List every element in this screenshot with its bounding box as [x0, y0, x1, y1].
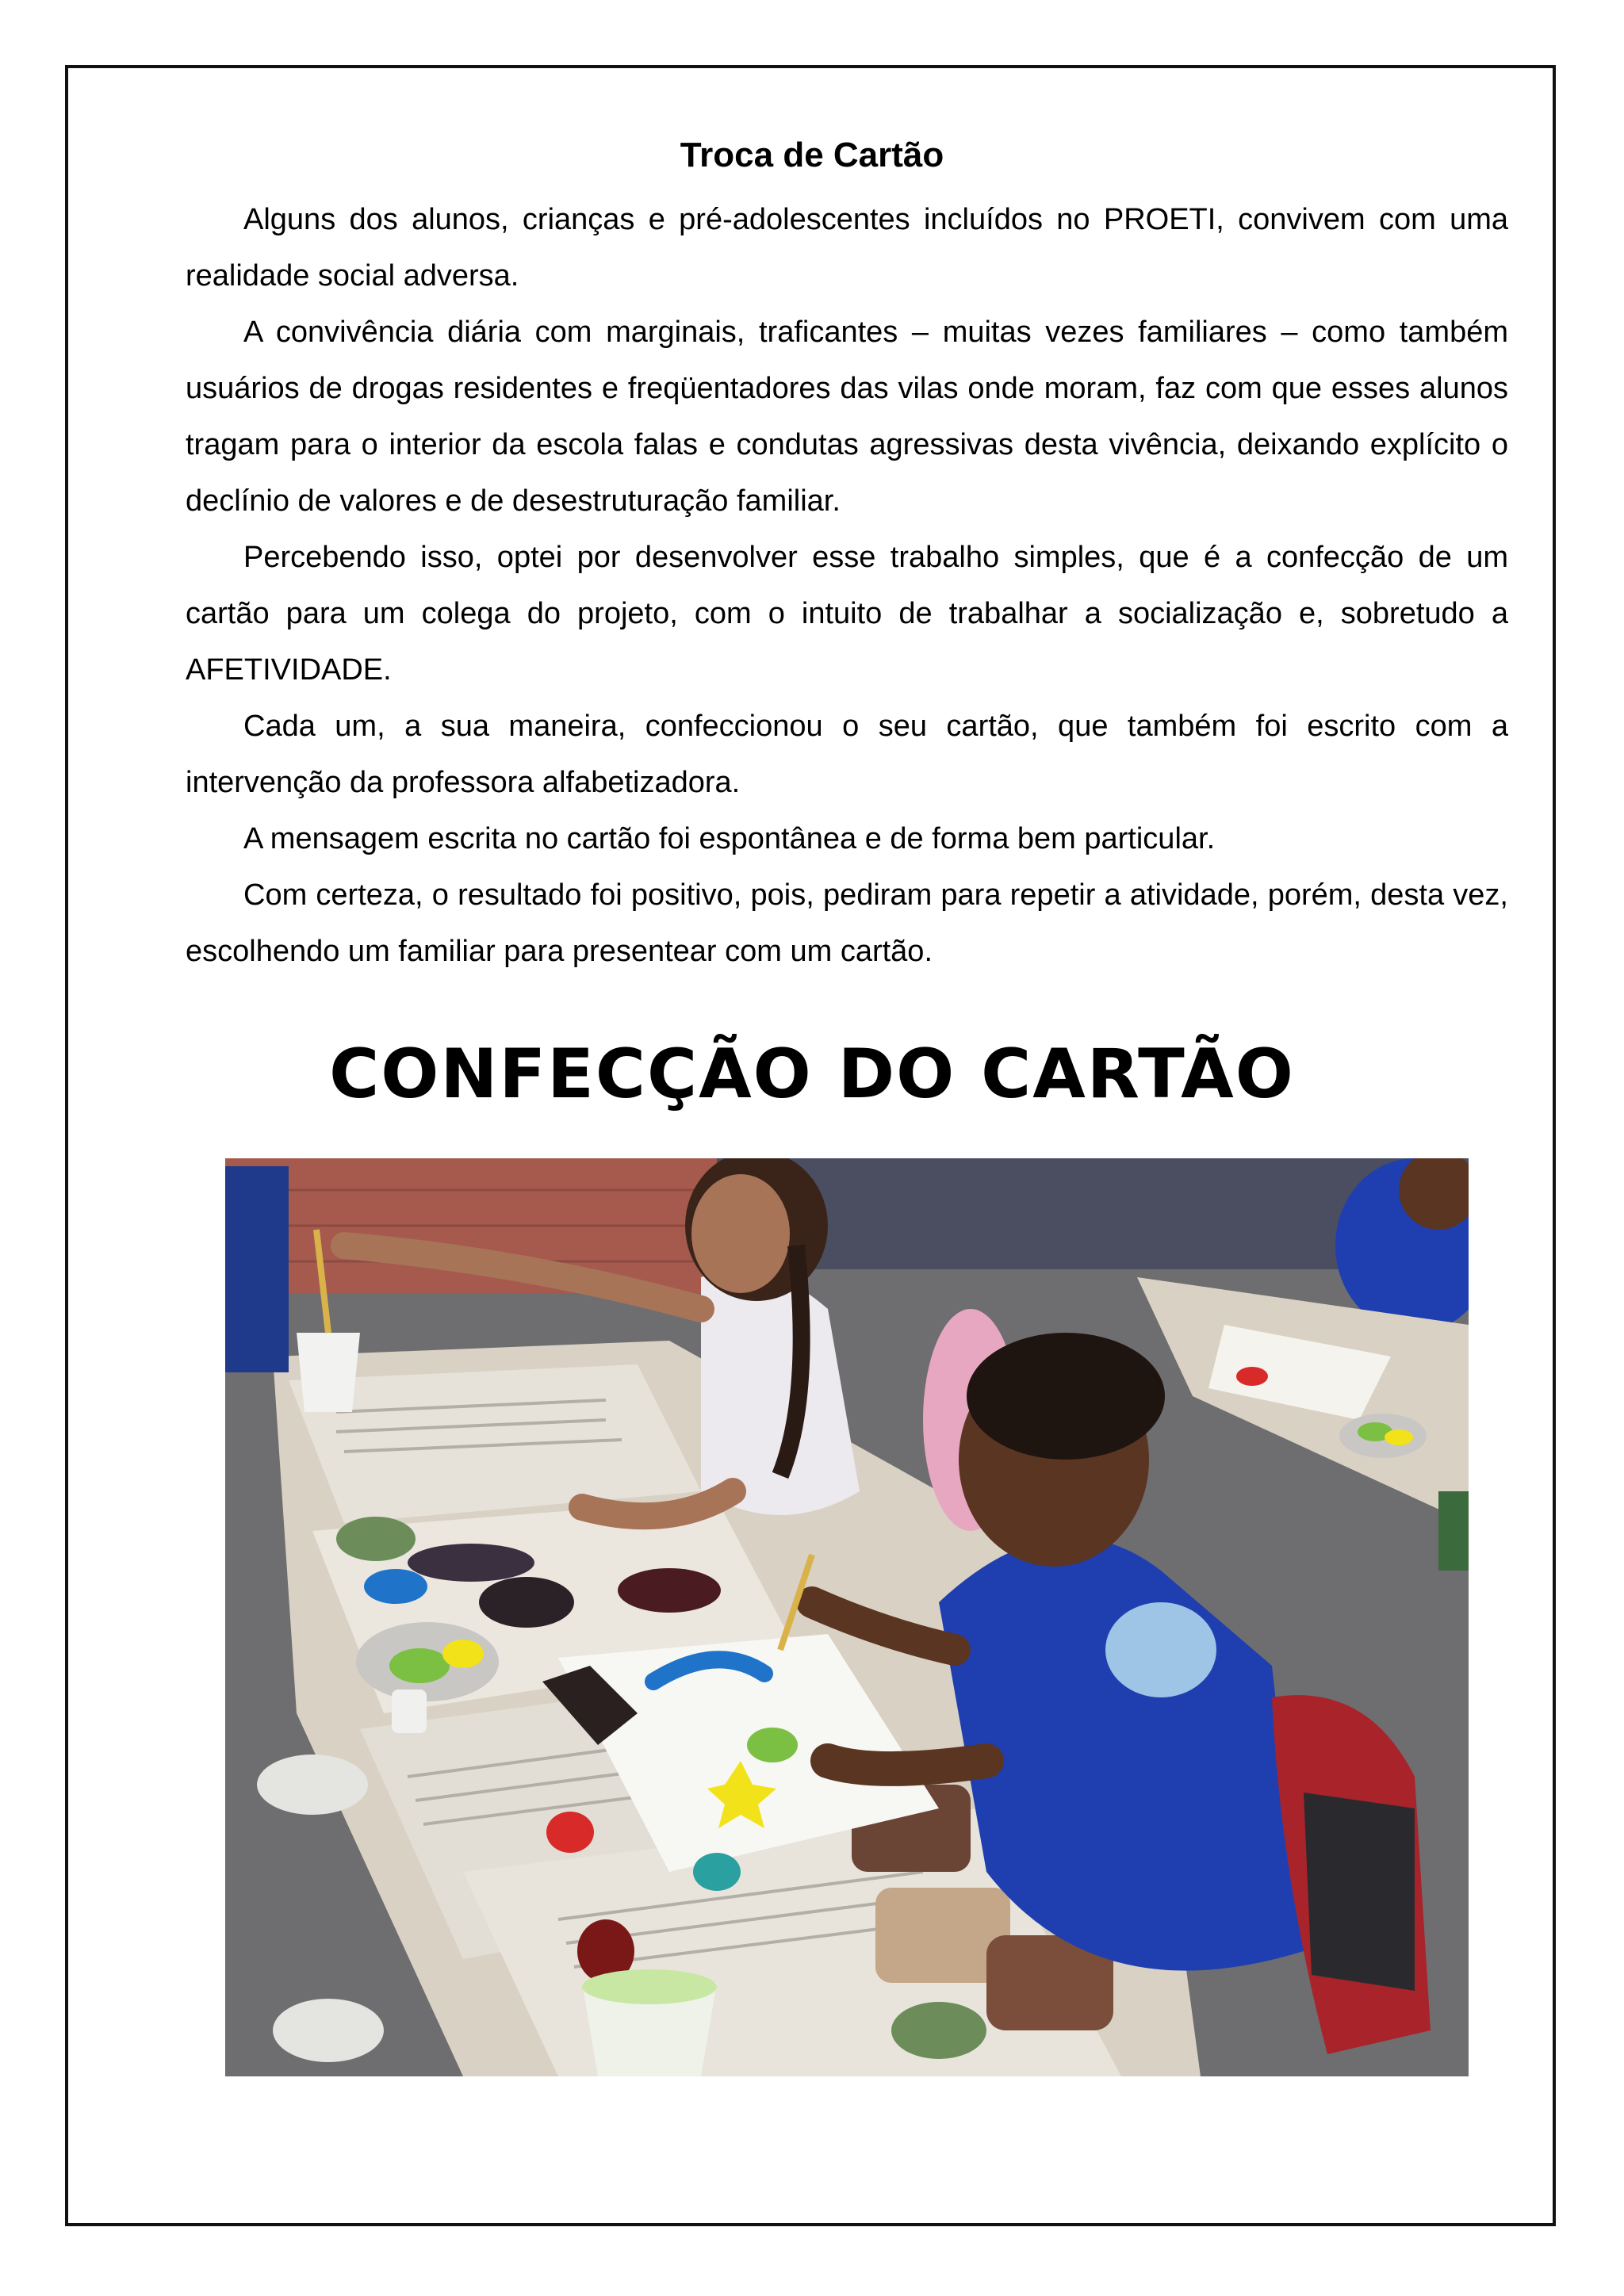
- document-title: Troca de Cartão: [680, 136, 944, 174]
- paint-tube-white: [392, 1689, 427, 1733]
- shoe-print-2: [479, 1577, 574, 1628]
- sneaker-2: [273, 1999, 384, 2062]
- plate-paint-green: [389, 1648, 450, 1683]
- plate-paint-yellow: [442, 1640, 484, 1668]
- paragraph-1: Alguns dos alunos, crianças e pré-adolescentes incluídos no PROETI, convivem com uma realidade social adversa.: [186, 203, 1508, 293]
- classroom-photo-illustration: [225, 1158, 1469, 2076]
- water-cup-front-liquid: [582, 1969, 717, 2004]
- paragraph-4: Cada um, a sua maneira, confeccionou o seu cartão, que também foi escrito com a intervenção da professora alfabetizadora.: [186, 710, 1508, 799]
- right-book: [1438, 1491, 1469, 1571]
- boy-hair: [967, 1333, 1165, 1460]
- boy-right-arm: [828, 1761, 986, 1769]
- classroom-photo: [225, 1158, 1469, 2076]
- right-desk-paint-red: [1236, 1367, 1268, 1386]
- red-paint-blob: [546, 1812, 594, 1853]
- girl-face: [691, 1174, 790, 1293]
- painted-green-leaf: [747, 1728, 798, 1762]
- blue-paint-cup: [364, 1569, 427, 1604]
- paragraph-6: Com certeza, o resultado foi positivo, pois, pediram para repetir a atividade, porém, desta vez, escolhendo um familiar para presentear com um cartão.: [186, 878, 1508, 968]
- section-heading: CONFECÇÃO DO CARTÃO: [329, 1035, 1295, 1114]
- shoe-print-1: [408, 1544, 534, 1582]
- left-student-jacket: [225, 1166, 289, 1372]
- paragraph-5: A mensagem escrita no cartão foi espontânea e de forma bem particular.: [243, 822, 1216, 855]
- leaf-2: [891, 2002, 986, 2059]
- boy-sleeve-trim: [1105, 1602, 1216, 1697]
- sneaker-1: [257, 1755, 368, 1815]
- paragraph-3: Percebendo isso, optei por desenvolver esse trabalho simples, que é a confecção de um cartão para um colega do projeto, com o intuito de trabalhar a socialização e, sobretudo a AFETIVIDADE.: [186, 541, 1508, 687]
- leaf-1: [336, 1517, 416, 1561]
- right-desk-paint-yellow: [1385, 1429, 1413, 1445]
- water-cup-back: [297, 1333, 360, 1412]
- red-backpack-pocket: [1304, 1793, 1415, 1991]
- paragraph-2: A convivência diária com marginais, traficantes – muitas vezes familiares – como também usuários de drogas residentes e freqüentadores das vilas onde moram, faz com que esses alunos tragam para o interior da escola falas e condutas agressivas desta vivência, deixando explícito o declínio de valores e de desestruturação familiar.: [186, 316, 1508, 518]
- teal-paint-blob: [693, 1853, 741, 1891]
- body-text: [186, 192, 1508, 980]
- shoe-print-3: [618, 1568, 721, 1613]
